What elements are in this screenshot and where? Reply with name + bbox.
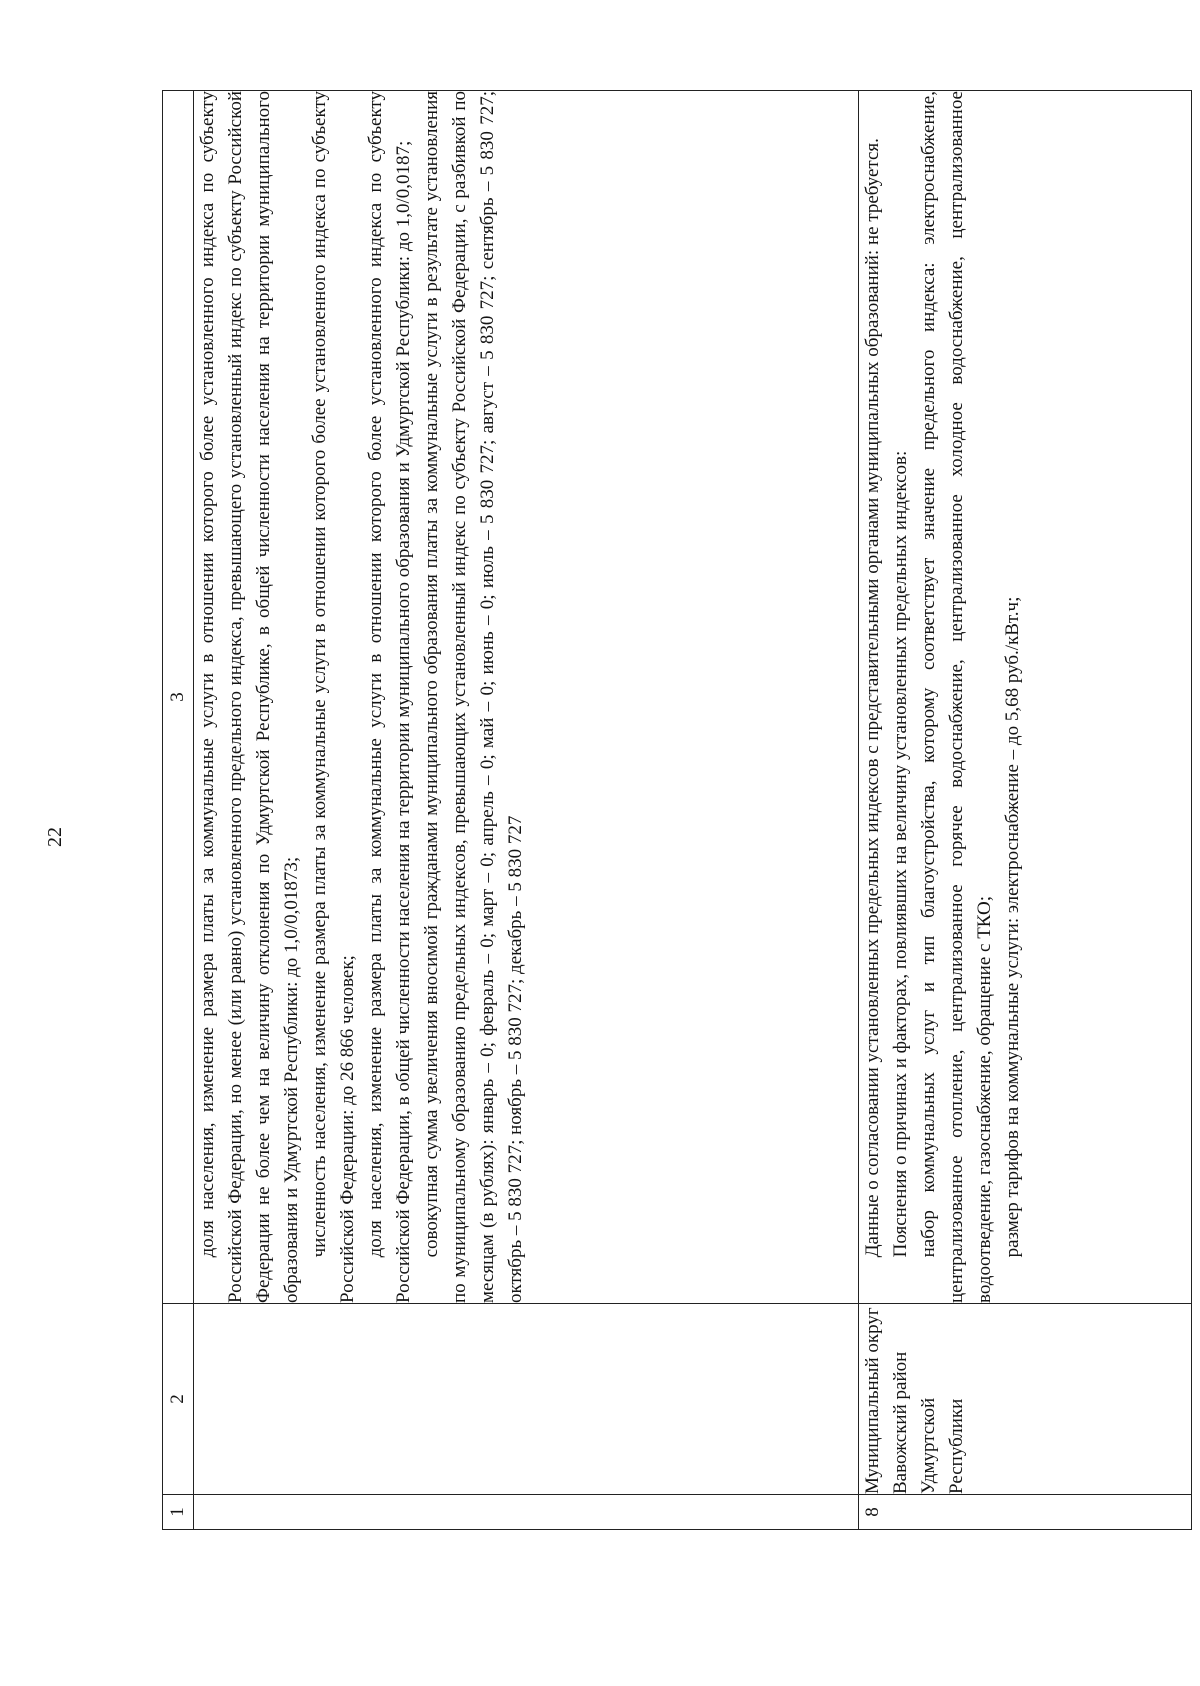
page-number: 22	[44, 827, 66, 847]
paragraph: Данные о согласовании установленных предельных индексов с представительными органами муниципальных образований: не требуется.	[862, 138, 883, 1258]
row-number: 8	[859, 1495, 1192, 1530]
header-col-3: 3	[163, 91, 194, 1304]
paragraph: доля населения, изменение размера платы за коммунальные услуги в отношении которого более установленного индекса по субъекту Российской Федерации, в общей численности населения на территории муниципального образования и Удмуртской Республики: до 1,0/0,0187;	[365, 91, 414, 1303]
paragraph: совокупная сумма увеличения вносимой гражданами муниципального образования платы за коммунальные услуги в результате установления по муниципальному образованию предельных индексов, превышающих установленный индекс по субъекту Российской Федерации, с разбивкой по месяцам (в рублях): январь – 0; февраль – 0; март – 0; апрель – 0; май – 0; июнь – 0; июль – 5 830 727; август – 5 830 727; сентябрь – 5 830 727; октябрь – 5 830 727; ноябрь – 5 830 727; декабрь – 5 830 727	[421, 91, 526, 1303]
paragraph: доля населения, изменение размера платы за коммунальные услуги в отношении которого более установленного индекса по субъекту Российской Федерации, но менее (или равно) установленного предельного индекса, превышающего установленный индекс по субъекту Российской Федерации не более чем на величину отклонения по Удмуртской Республике, в общей численности населения на территории муниципального образования и Удмуртской Республики: до 1,0/0,01873;	[197, 91, 302, 1303]
paragraph: размер тарифов на коммунальные услуги: электроснабжение – до 5,68 руб./кВт.ч;	[1002, 596, 1023, 1258]
row-number	[194, 1495, 859, 1530]
table-row	[859, 91, 1192, 1530]
row-description	[194, 91, 859, 1304]
header-col-1: 1	[163, 1495, 194, 1530]
municipality-name	[194, 1304, 859, 1495]
rotated-page-content	[162, 90, 1200, 1530]
paragraph: численность населения, изменение размера платы за коммунальные услуги в отношении которого более установленного индекса по субъекту Российской Федерации: до 26 866 человек;	[309, 91, 358, 1303]
row-description	[859, 91, 1192, 1304]
paragraph: Пояснения о причинах и факторах, повлиявших на величину установленных предельных индексов:	[890, 450, 911, 1258]
table-row	[194, 91, 859, 1530]
municipality-name: Муниципальный округ Вавожский район Удмуртской Республики	[859, 1304, 1192, 1495]
paragraph: набор коммунальных услуг и тип благоустройства, которому соответствует значение предельного индекса: электроснабжение, централизованное отопление, централизованное горячее водоснабжение, централизованное холодное водоснабжение, централизованное водоотведение, газоснабжение, обращение с ТКО;	[918, 91, 995, 1303]
table-header-row	[163, 91, 194, 1530]
data-table	[162, 90, 1192, 1530]
header-col-2: 2	[163, 1304, 194, 1495]
